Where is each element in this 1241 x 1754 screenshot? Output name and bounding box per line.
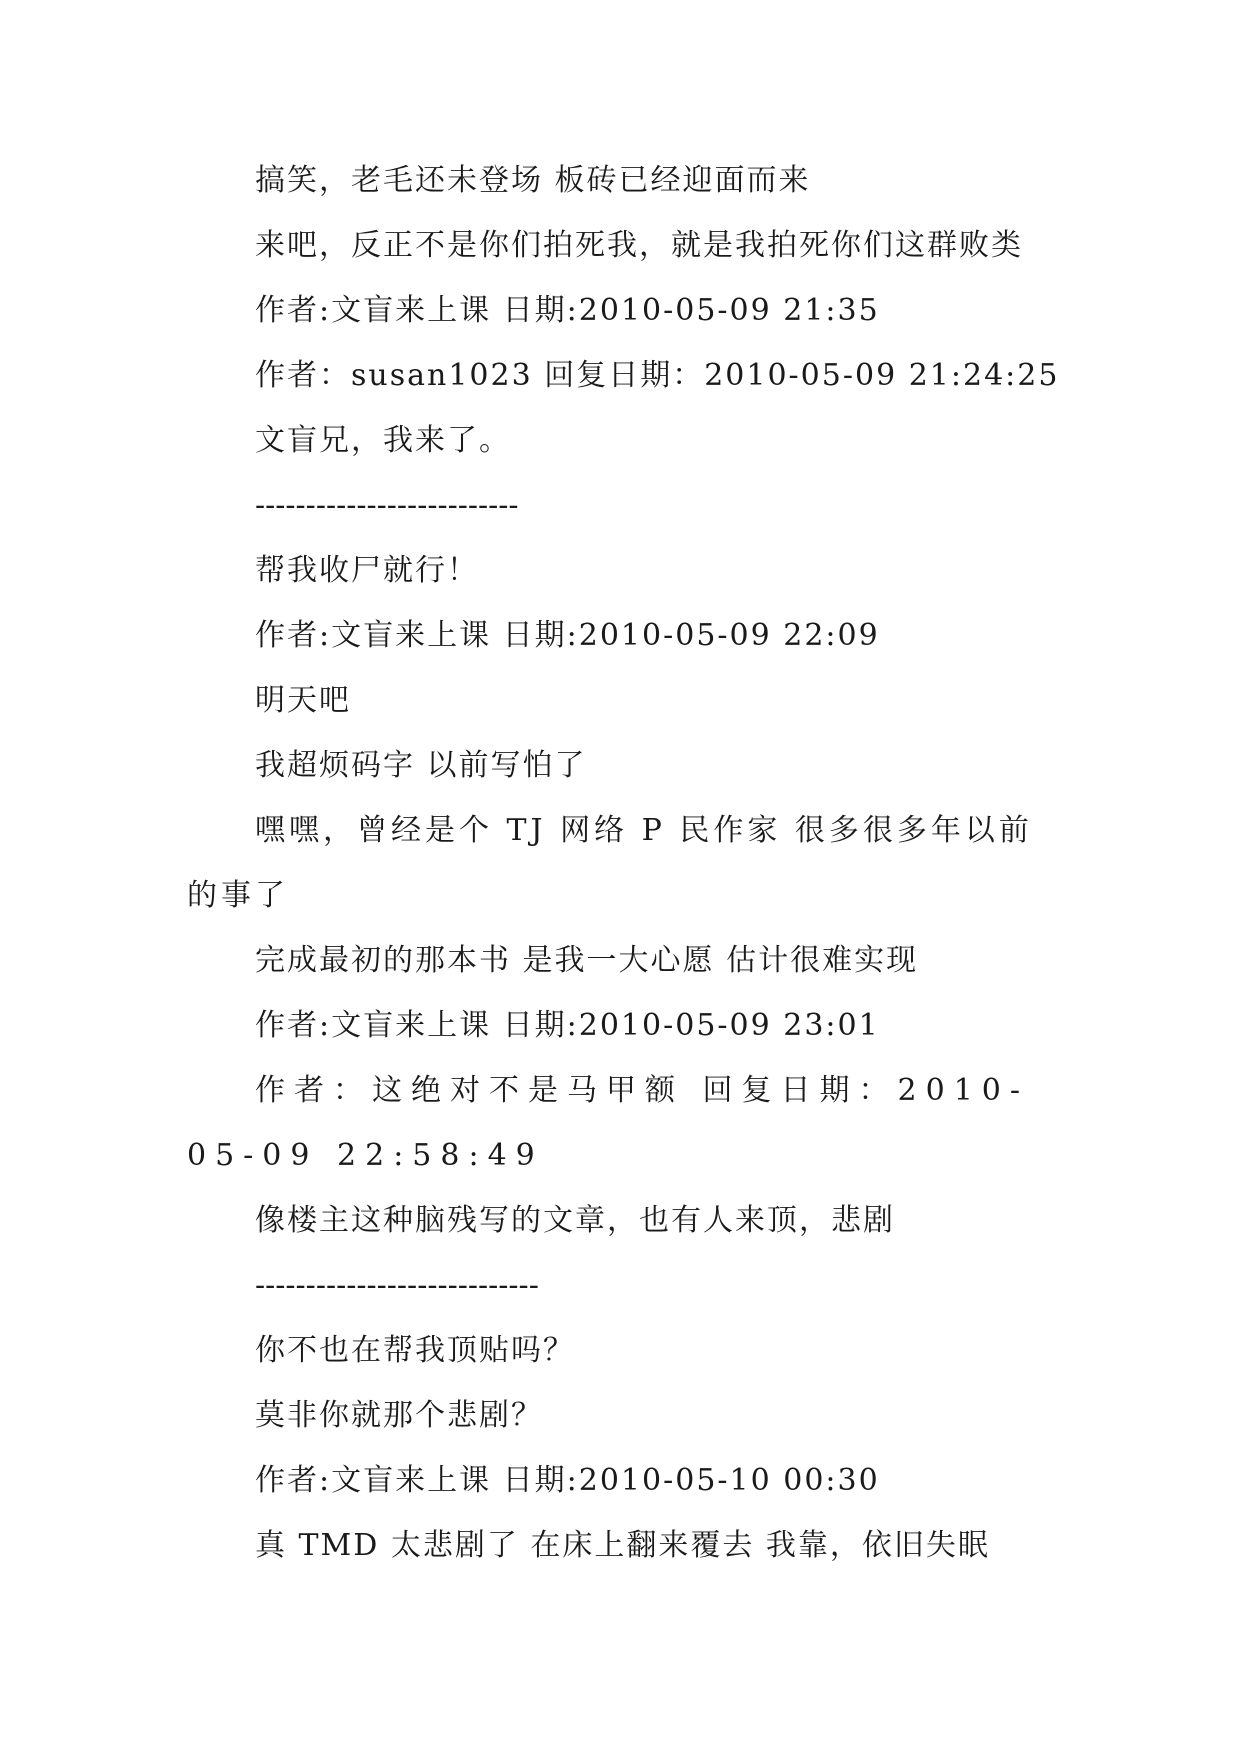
text-line: 帮我收尸就行！	[255, 553, 479, 588]
text-line: 你不也在帮我顶贴吗？	[255, 1333, 575, 1368]
author-date-line: 作者:文盲来上课 日期:2010-05-09 23:01	[255, 1008, 880, 1043]
text-line: 文盲兄，我来了。	[255, 423, 511, 458]
author-date-line: 作者:文盲来上课 日期:2010-05-09 22:09	[255, 618, 880, 653]
author-date-line: 作者:文盲来上课 日期:2010-05-10 00:30	[255, 1463, 880, 1498]
author-date-line: 作者:文盲来上课 日期:2010-05-09 21:35	[255, 293, 880, 328]
text-line: 来吧，反正不是你们拍死我，就是我拍死你们这群败类	[255, 228, 1023, 263]
text-line: 莫非你就那个悲剧？	[255, 1398, 543, 1433]
text-paragraph: 嘿嘿，曾经是个 TJ 网络 P 民作家 很多很多年以前的事了	[187, 813, 1033, 913]
text-line: 像楼主这种脑残写的文章，也有人来顶，悲剧	[255, 1203, 895, 1238]
text-line: 完成最初的那本书 是我一大心愿 估计很难实现	[255, 943, 919, 978]
text-line: 搞笑，老毛还未登场 板砖已经迎面而来	[255, 163, 811, 198]
separator-line: ----------------------------	[255, 1268, 539, 1303]
text-line: 我超烦码字 以前写怕了	[255, 748, 587, 783]
reply-header-paragraph: 作者：这绝对不是马甲额 回复日期：2010-05-09 22:58:49	[187, 1073, 1030, 1173]
reply-header-line: 作者：susan1023 回复日期：2010-05-09 21:24:25	[255, 358, 1060, 393]
text-line: 明天吧	[255, 683, 351, 718]
separator-line: --------------------------	[255, 488, 519, 523]
document-body	[187, 148, 1060, 1578]
text-line: 真 TMD 太悲剧了 在床上翻来覆去 我靠，依旧失眠	[255, 1528, 990, 1563]
